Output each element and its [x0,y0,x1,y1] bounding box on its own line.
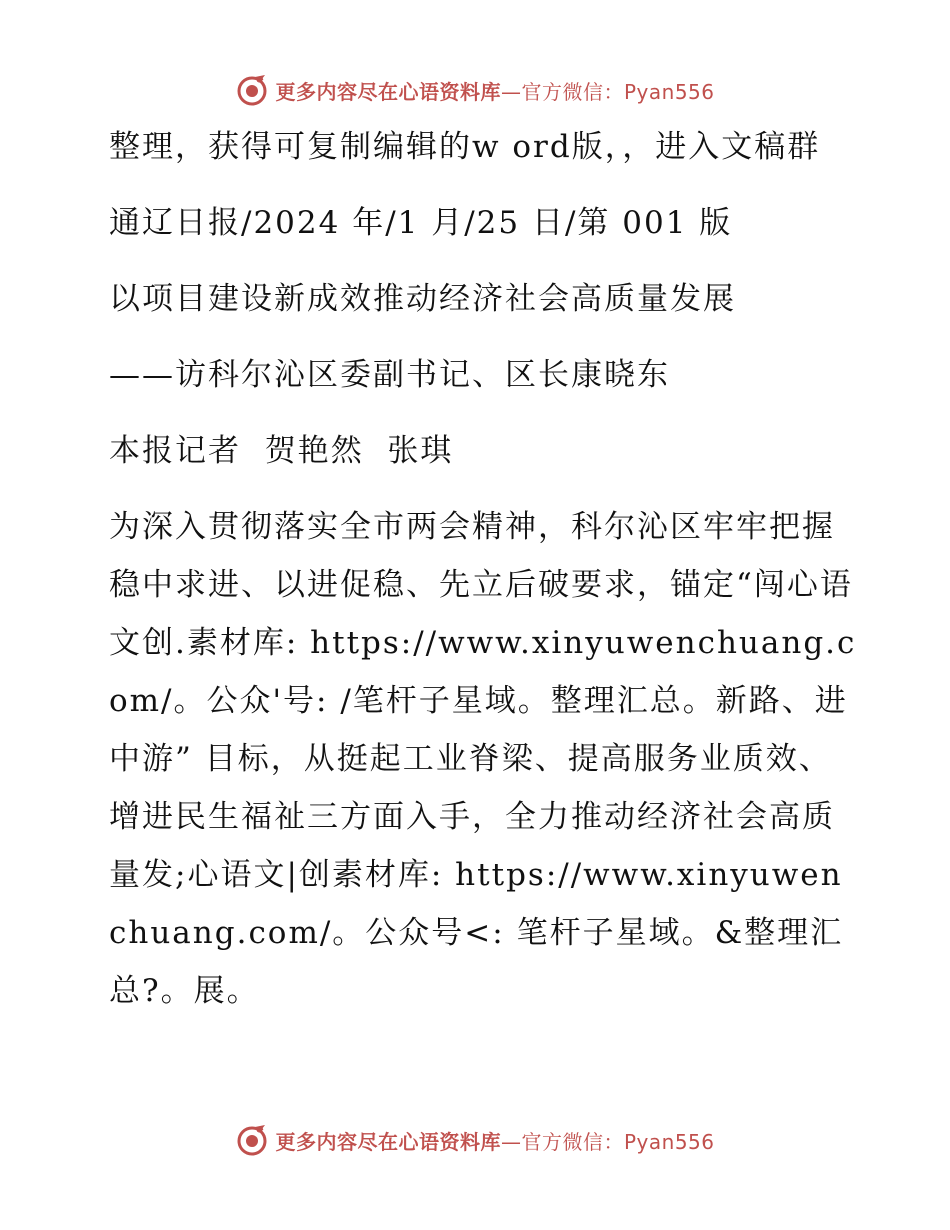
source-line: 通辽日报/2024 年/1 月/25 日/第 001 版 [109,205,733,241]
headline: 以项目建设新成效推动经济社会高质量发展 [109,281,736,317]
brand-logo-icon [235,1123,269,1157]
watermark-separator: — [500,1129,522,1154]
watermark-handle: Pyan556 [623,79,715,104]
watermark-handle: Pyan556 [623,1129,715,1154]
watermark-wechat-label: 官方微信： [521,1129,624,1154]
watermark-banner-bottom [0,1120,950,1160]
intro-paragraph: 整理，获得可复制编辑的w ord版，，进入文稿群 [109,129,821,165]
watermark-separator: — [500,79,522,104]
watermark-main: 更多内容尽在心语资料库 [275,1129,501,1154]
watermark-text [275,76,714,105]
body-paragraph: 为深入贯彻落实全市两会精神，科尔沁区牢牢把握稳中求进、以进促稳、先立后破要求，锚定“闯心语文创.素材库: https://www.xinyuwenchuang.com/。公众'号: /笔杆子星域。整理汇总。新路、进中游” 目标，从挺起工业脊梁、提高服务业质效、增进民生福祉三方面入手，全力推动经济社会高质量发;心语文|创素材库: https://www.xinyuwenchuang.com/。公众号<: 笔杆子星域。&整理汇总?。展。 [109,509,857,1009]
watermark-wechat-label: 官方微信： [521,79,624,104]
subheadline: ——访科尔沁区委副书记、区长康晓东 [109,357,670,393]
watermark-main: 更多内容尽在心语资料库 [275,79,501,104]
byline: 本报记者 贺艳然 张琪 [109,433,454,469]
watermark-banner-top [0,70,950,110]
brand-logo-icon [235,73,269,107]
document-body [97,118,857,1038]
watermark-text [275,1126,714,1155]
